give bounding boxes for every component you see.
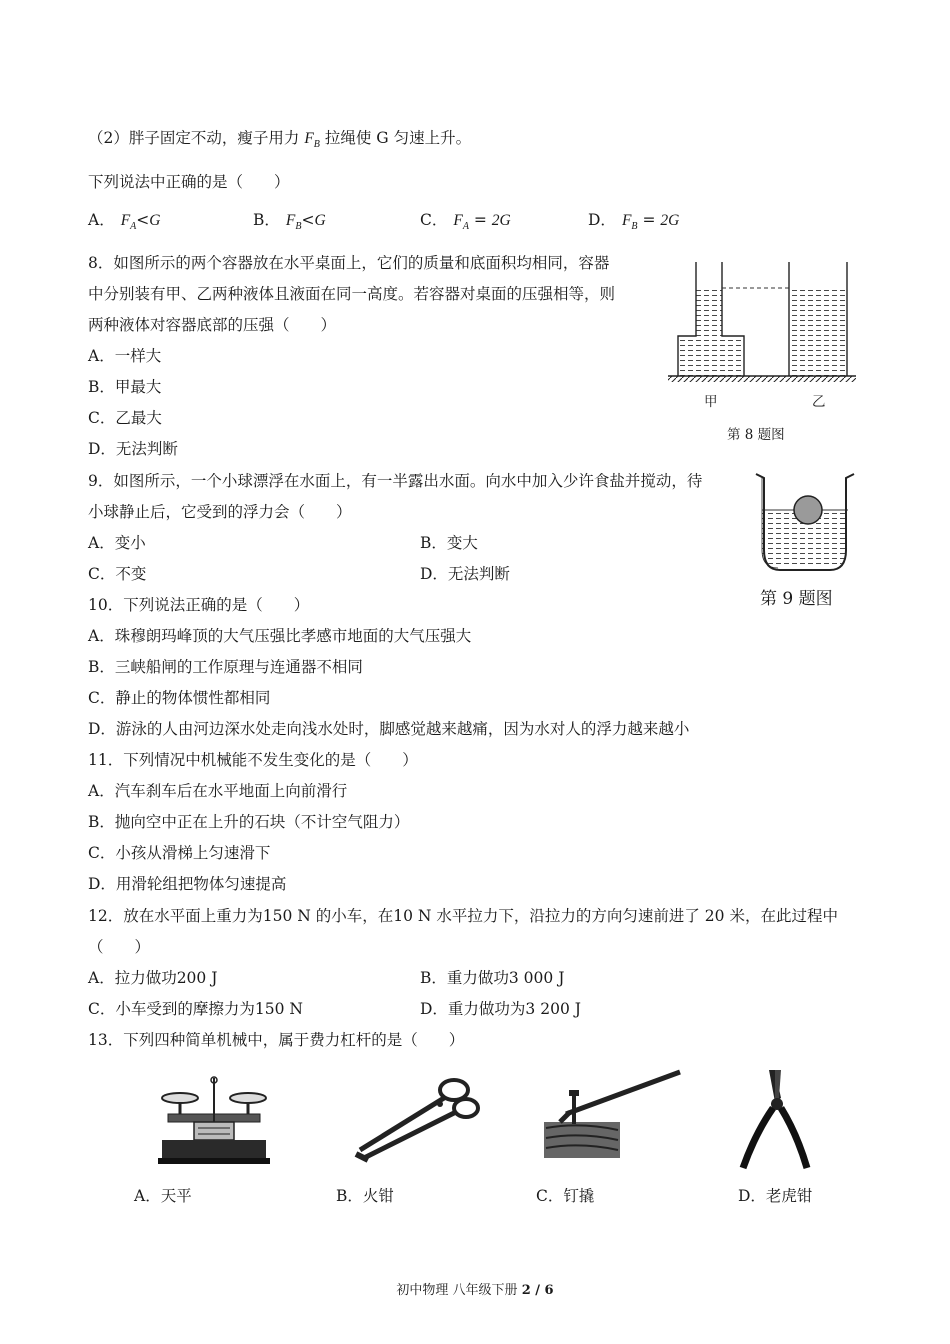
floating-ball bbox=[794, 496, 822, 524]
fire-tongs-figure bbox=[350, 1072, 484, 1166]
q11-option-a: A．汽车刹车后在水平地面上向前滑行 bbox=[88, 782, 348, 800]
q9-beaker-figure bbox=[752, 466, 858, 578]
q12-stem-paren: （ ） bbox=[88, 938, 151, 956]
q13-option-c: C．钉撬 bbox=[536, 1187, 595, 1205]
q7-question: 下列说法中正确的是（ ） bbox=[88, 173, 290, 191]
table-hatch bbox=[668, 376, 856, 382]
footer-text: 初中物理 八年级下册 bbox=[396, 1283, 522, 1298]
q7-option-b: B． $F_B<G$ bbox=[253, 211, 326, 232]
q8-option-c: C．乙最大 bbox=[88, 409, 162, 427]
q12-stem: 12．放在水平面上重力为150 N 的小车，在10 N 水平拉力下，沿拉力的方向匀速前进了 20 米，在此过程中 bbox=[88, 907, 838, 925]
q8-stem-line-3: 两种液体对容器底部的压强（ ） bbox=[88, 316, 337, 334]
q8-label-jia: 甲 bbox=[704, 394, 718, 410]
q10-option-b: B．三峡船闸的工作原理与连通器不相同 bbox=[88, 658, 363, 676]
page-number: 2 / 6 bbox=[521, 1283, 554, 1298]
force-symbol: $F_B$ bbox=[304, 130, 320, 150]
q10-stem: 10．下列说法正确的是（ ） bbox=[88, 596, 310, 614]
intro-condition bbox=[88, 128, 471, 155]
intro-prefix: （2）胖子固定不动，瘦子用力 bbox=[88, 129, 300, 147]
q9-stem-line-2: 小球静止后，它受到的浮力会（ ） bbox=[88, 503, 352, 521]
liquid-yi bbox=[789, 288, 847, 376]
intro-suffix: 拉绳使 G 匀速上升。 bbox=[324, 129, 472, 147]
q10-option-a: A．珠穆朗玛峰顶的大气压强比孝感市地面的大气压强大 bbox=[88, 627, 472, 645]
q7-option-a: A． $F_A<G$ bbox=[88, 211, 161, 232]
q13-option-a: A．天平 bbox=[134, 1187, 192, 1205]
q11-option-c: C．小孩从滑梯上匀速滑下 bbox=[88, 844, 271, 862]
q8-option-d: D．无法判断 bbox=[88, 440, 178, 458]
crowbar-figure bbox=[540, 1066, 690, 1166]
q9-option-c: C．不变 bbox=[88, 565, 147, 583]
q9-option-a: A．变小 bbox=[88, 534, 146, 552]
pliers-figure bbox=[735, 1064, 815, 1174]
q12-option-d: D．重力做功为3 200 J bbox=[420, 1000, 581, 1018]
q11-option-b: B．抛向空中正在上升的石块（不计空气阻力） bbox=[88, 813, 410, 831]
q13-option-b: B．火钳 bbox=[336, 1187, 394, 1205]
q12-option-b: B．重力做功3 000 J bbox=[420, 969, 565, 987]
q8-stem-line-2: 中分别装有甲、乙两种液体且液面在同一高度。若容器对桌面的压强相等，则 bbox=[88, 285, 616, 303]
liquid-jia bbox=[678, 288, 744, 376]
q12-option-c: C．小车受到的摩擦力为150 N bbox=[88, 1000, 303, 1018]
page-footer bbox=[0, 1279, 950, 1298]
q8-option-b: B．甲最大 bbox=[88, 378, 162, 396]
q13-option-d: D．老虎钳 bbox=[738, 1187, 813, 1205]
q9-option-d: D．无法判断 bbox=[420, 565, 510, 583]
q10-option-d: D．游泳的人由河边深水处走向浅水处时，脚感觉越来越痛，因为水对人的浮力越来越小 bbox=[88, 720, 690, 738]
q10-option-c: C．静止的物体惯性都相同 bbox=[88, 689, 271, 707]
q9-option-b: B．变大 bbox=[420, 534, 478, 552]
q7-option-c: C． $F_A = 2G$ bbox=[420, 211, 511, 232]
q8-containers-figure bbox=[664, 258, 860, 410]
q8-option-a: A．一样大 bbox=[88, 347, 162, 365]
q13-stem: 13．下列四种简单机械中，属于费力杠杆的是（ ） bbox=[88, 1031, 465, 1049]
q11-option-d: D．用滑轮组把物体匀速提高 bbox=[88, 875, 287, 893]
balance-scale-figure bbox=[158, 1072, 270, 1168]
q8-stem-line-1: 8．如图所示的两个容器放在水平桌面上，它们的质量和底面积均相同，容器 bbox=[88, 254, 610, 272]
q9-figure-caption: 第 9 题图 bbox=[760, 589, 833, 609]
q9-stem-line-1: 9．如图所示，一个小球漂浮在水面上，有一半露出水面。向水中加入少许食盐并搅动，待 bbox=[88, 472, 703, 490]
q8-label-yi: 乙 bbox=[812, 394, 826, 410]
q11-stem: 11．下列情况中机械能不发生变化的是（ ） bbox=[88, 751, 418, 769]
q7-option-d: D． $F_B = 2G$ bbox=[588, 211, 680, 232]
q12-option-a: A．拉力做功200 J bbox=[88, 969, 218, 987]
q8-figure-caption: 第 8 题图 bbox=[727, 427, 785, 443]
